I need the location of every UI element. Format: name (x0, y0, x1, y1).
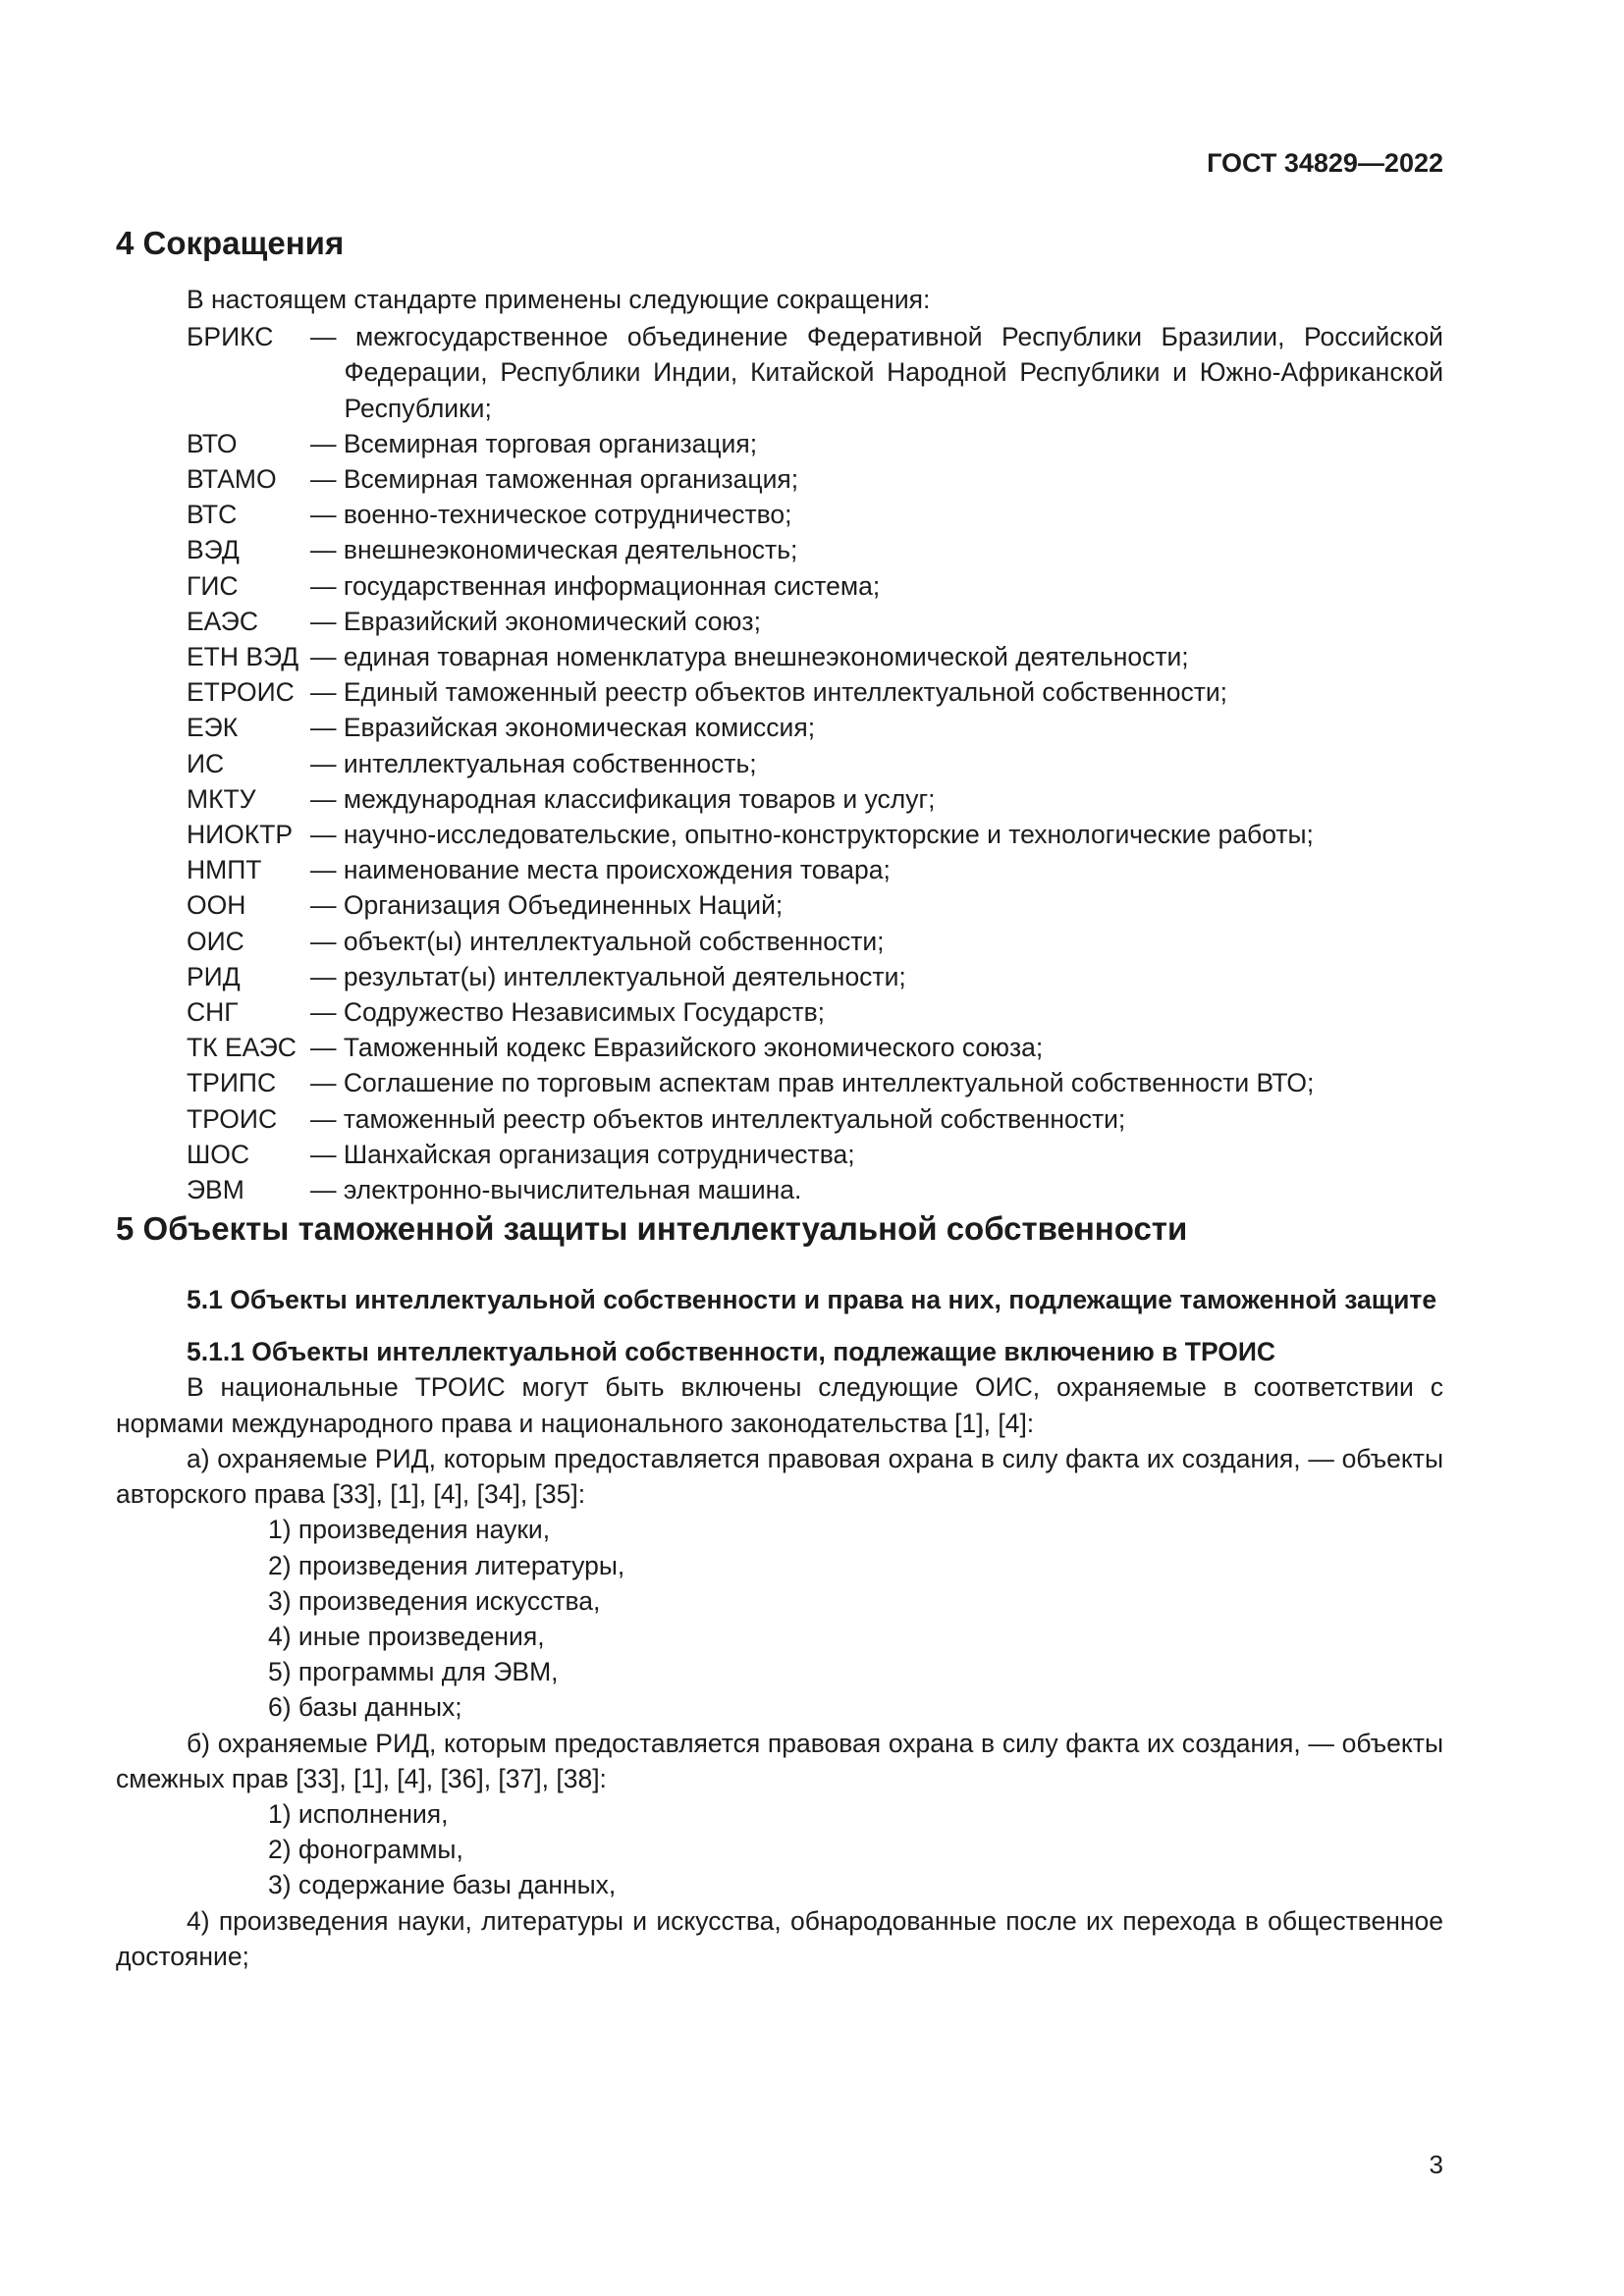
abbreviation-term: ВТО (187, 428, 238, 458)
abbreviation-term: ВЭД (187, 535, 240, 565)
abbreviation-definition: — военно-техническое сотрудничество; (310, 500, 792, 530)
abbreviation-row (116, 639, 1443, 674)
abbreviation-term: ЭВМ (187, 1175, 244, 1205)
abbreviations-intro: В настоящем стандарте применены следующие сокращения: (187, 285, 931, 314)
abbreviation-term: ТРОИС (187, 1103, 278, 1134)
paragraph-intro: В национальные ТРОИС могут быть включены следующие ОИС, охраняемые в соответствии с нормами международного права и национального законодательства [1], [4]: (116, 1372, 1443, 1438)
list-item: 4) иные произведения, (268, 1621, 545, 1651)
abbreviation-definition: — результат(ы) интеллектуальной деятельности; (310, 961, 906, 991)
abbreviation-term: БРИКС (187, 322, 274, 352)
abbreviation-term: ЕАЭС (187, 606, 258, 636)
subsection-5-1-1-title: 5.1.1 Объекты интеллектуальной собственности, подлежащие включению в ТРОИС (187, 1337, 1276, 1367)
list-item: 3) произведения искусства, (268, 1585, 601, 1616)
abbreviation-definition: — единая товарная номенклатура внешнеэкономической деятельности; (310, 642, 1189, 672)
abbreviation-row (116, 674, 1443, 710)
abbreviation-row (116, 604, 1443, 639)
abbreviation-term: МКТУ (187, 783, 256, 814)
abbreviation-row (116, 1137, 1443, 1172)
abbreviation-definition: — объект(ы) интеллектуальной собственности; (310, 926, 885, 956)
abbreviation-term: СНГ (187, 997, 239, 1028)
list-b (116, 1796, 1443, 1974)
abbreviation-definition: — межгосударственное объединение Федеративной Республики Бразилии, Российской Федерации, Республики Индии, Китайской Народной Республики и Южно-Африканской Республики; (310, 322, 1443, 423)
abbreviation-row (116, 461, 1443, 497)
list-item: 4) произведения науки, литературы и искусства, обнародованные после их перехода в общественное достояние; (116, 1905, 1443, 1971)
abbreviation-definition: — Всемирная таможенная организация; (310, 464, 799, 495)
abbreviation-row (116, 710, 1443, 745)
abbreviation-row (116, 532, 1443, 567)
section-4-title: 4 Сокращения (116, 225, 345, 261)
abbreviation-row (116, 1030, 1443, 1065)
page-number: 3 (1429, 2150, 1443, 2179)
abbreviation-definition: — Всемирная торговая организация; (310, 428, 758, 458)
paragraph-b: б) охраняемые РИД, которым предоставляется правовая охрана в силу факта их создания, — объекты смежных прав [33], [1], [4], [36], [37], [38]: (116, 1728, 1443, 1793)
abbreviation-term: ЕЭК (187, 713, 239, 743)
abbreviations-list (116, 319, 1443, 1207)
abbreviation-row (116, 852, 1443, 887)
list-item: 6) базы данных; (268, 1692, 462, 1723)
abbreviation-row (116, 426, 1443, 461)
abbreviation-row (116, 1172, 1443, 1207)
abbreviation-row (116, 746, 1443, 781)
list-item: 5) программы для ЭВМ, (268, 1657, 559, 1687)
abbreviation-definition: — Шанхайская организация сотрудничества; (310, 1139, 855, 1169)
list-item: 1) произведения науки, (268, 1515, 551, 1545)
abbreviation-definition: — интеллектуальная собственность; (310, 748, 757, 778)
abbreviation-row (116, 1065, 1443, 1100)
abbreviation-term: ООН (187, 890, 246, 921)
abbreviation-definition: — наименование места происхождения товара; (310, 855, 891, 885)
abbreviation-term: НИОКТР (187, 820, 294, 850)
abbreviation-term: ТРИПС (187, 1068, 277, 1098)
abbreviation-definition: — международная классификация товаров и услуг; (310, 783, 936, 814)
abbreviation-row (116, 568, 1443, 604)
abbreviation-row (116, 924, 1443, 959)
section-5-title: 5 Объекты таможенной защиты интеллектуальной собственности (116, 1210, 1188, 1248)
abbreviation-definition: — внешнеэкономическая деятельность; (310, 535, 798, 565)
abbreviation-row (116, 781, 1443, 817)
abbreviation-term: ЕТРОИС (187, 677, 295, 708)
abbreviation-term: ШОС (187, 1139, 250, 1169)
list-item: 2) фонограммы, (268, 1835, 463, 1865)
abbreviation-term: ОИС (187, 926, 244, 956)
abbreviation-row (116, 1101, 1443, 1137)
list-item: 1) исполнения, (268, 1798, 449, 1829)
abbreviation-term: ЕТН ВЭД (187, 642, 299, 672)
abbreviation-term: ВТАМО (187, 464, 277, 495)
abbreviation-term: ВТС (187, 500, 238, 530)
abbreviation-definition: — научно-исследовательские, опытно-конструкторские и технологические работы; (310, 820, 1314, 850)
abbreviation-definition: — Таможенный кодекс Евразийского экономического союза; (310, 1033, 1044, 1063)
abbreviation-term: ГИС (187, 570, 239, 601)
abbreviation-row (116, 887, 1443, 923)
abbreviation-definition: — таможенный реестр объектов интеллектуальной собственности; (310, 1103, 1126, 1134)
page-content (116, 222, 1443, 1974)
abbreviation-definition: — Соглашение по торговым аспектам прав интеллектуальной собственности ВТО; (310, 1068, 1315, 1098)
abbreviation-row (116, 817, 1443, 852)
abbreviation-row (116, 497, 1443, 532)
abbreviation-term: ТК ЕАЭС (187, 1033, 297, 1063)
abbreviation-row (116, 959, 1443, 994)
abbreviation-term: НМПТ (187, 855, 262, 885)
abbreviation-term: ИС (187, 748, 225, 778)
abbreviation-row (116, 319, 1443, 426)
abbreviation-term: РИД (187, 961, 241, 991)
abbreviation-definition: — Евразийская экономическая комиссия; (310, 713, 816, 743)
abbreviation-definition: — Евразийский экономический союз; (310, 606, 761, 636)
list-item: 3) содержание базы данных, (268, 1870, 617, 1900)
paragraph-a: а) охраняемые РИД, которым предоставляется правовая охрана в силу факта их создания, — объекты авторского права [33], [1], [4], [34], [35]: (116, 1443, 1443, 1510)
abbreviation-definition: — государственная информационная система; (310, 570, 881, 601)
abbreviation-definition: — Организация Объединенных Наций; (310, 890, 784, 921)
list-item: 2) произведения литературы, (268, 1550, 625, 1580)
subsection-5-1-title: 5.1 Объекты интеллектуальной собственности и права на них, подлежащие таможенной защите (187, 1285, 1437, 1315)
abbreviation-definition: — Единый таможенный реестр объектов интеллектуальной собственности; (310, 677, 1228, 708)
document-code: ГОСТ 34829—2022 (1207, 148, 1443, 178)
list-a (116, 1512, 1443, 1725)
abbreviation-definition: — электронно-вычислительная машина. (310, 1175, 802, 1205)
abbreviation-row (116, 994, 1443, 1030)
abbreviation-definition: — Содружество Независимых Государств; (310, 997, 826, 1028)
